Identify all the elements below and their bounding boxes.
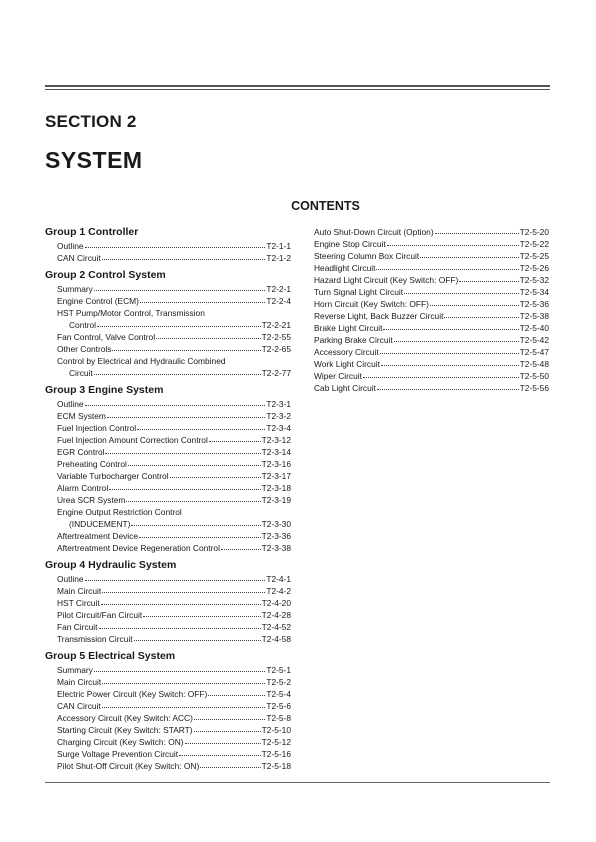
toc-entry[interactable] [45,398,291,410]
toc-page-number: T2-5-32 [519,275,549,285]
toc-page-number: T2-3-19 [261,495,291,505]
toc-entry-label: HST Circuit [57,598,100,608]
toc-entry[interactable] [45,760,291,772]
toc-entry-label: Horn Circuit (Key Switch: OFF) [314,299,429,309]
leader-dots [381,365,519,366]
toc-page-number: T2-1-1 [266,241,291,251]
toc-left-column [45,226,291,772]
toc-page-number: T2-5-4 [266,689,291,699]
toc-entry[interactable] [45,676,291,688]
leader-dots [430,305,519,306]
toc-page-number: T2-5-48 [519,359,549,369]
toc-entry-label: Surge Voltage Prevention Circuit [57,749,179,759]
toc-page-number: T2-5-6 [266,701,291,711]
leader-dots [179,755,261,756]
leader-dots [376,269,518,270]
leader-dots [85,405,266,406]
toc-group [45,226,291,264]
toc-entry[interactable] [45,573,291,585]
toc-entry[interactable] [45,410,291,422]
leader-dots [107,417,265,418]
toc-group-title[interactable]: Group 2 Control System [45,269,166,281]
toc-page-number: T2-5-36 [519,299,549,309]
toc-entry[interactable] [45,700,291,712]
leader-dots [94,671,265,672]
leader-dots [140,302,265,303]
toc-entry-label: Engine Output Restriction Control [57,507,182,517]
leader-dots [156,338,261,339]
leader-dots [435,233,519,234]
toc-entry[interactable] [45,621,291,633]
leader-dots [112,350,260,351]
leader-dots [102,592,265,593]
toc-entry[interactable] [314,358,549,370]
toc-page-number: T2-5-40 [519,323,549,333]
toc-entry-label: EGR Control [57,447,105,457]
toc-entry[interactable] [45,434,291,446]
toc-page-number: T2-5-10 [261,725,291,735]
toc-entry[interactable] [45,664,291,676]
toc-group-title[interactable]: Group 5 Electrical System [45,650,176,662]
toc-page-number: T2-4-58 [261,634,291,644]
leader-dots [126,501,260,502]
toc-entry-label: Urea SCR System [57,495,126,505]
toc-entry-label: CAN Circuit [57,253,101,263]
toc-entry-label: Steering Column Box Circuit [314,251,420,261]
leader-dots [209,441,261,442]
toc-entry[interactable] [314,286,549,298]
toc-entry[interactable] [45,295,291,307]
toc-entry[interactable] [314,274,549,286]
toc-entry-label: Accessory Circuit [314,347,379,357]
toc-entry-label: Parking Brake Circuit [314,335,393,345]
leader-dots [185,743,261,744]
toc-page-number: T2-3-38 [261,543,291,553]
leader-dots [131,525,260,526]
toc-entry-label: Outline [57,241,84,251]
leader-dots [143,616,261,617]
toc-entry-label: HST Pump/Motor Control, Transmission [57,308,205,318]
toc-entry[interactable] [45,240,291,252]
toc-entry[interactable] [45,597,291,609]
toc-entry-label: Pilot Circuit/Fan Circuit [57,610,143,620]
toc-page-number: T2-5-22 [519,239,549,249]
toc-entry[interactable] [45,422,291,434]
toc-entry-label: Variable Turbocharger Control [57,471,169,481]
toc-entry-label: Fuel Injection Amount Correction Control [57,435,208,445]
toc-entry[interactable] [314,334,549,346]
toc-entry-label: Main Circuit [57,586,102,596]
leader-dots [404,293,519,294]
leader-dots [394,341,519,342]
leader-dots [101,604,261,605]
toc-page-number: T2-5-18 [261,761,291,771]
toc-entry[interactable] [45,609,291,621]
leader-dots [377,389,519,390]
toc-page-number: T2-3-2 [266,411,291,421]
toc-page-number: T2-5-50 [519,371,549,381]
leader-dots [134,640,261,641]
toc-page-number: T2-3-1 [266,399,291,409]
toc-page-number: T2-5-8 [266,713,291,723]
leader-dots [420,257,518,258]
toc-entry[interactable] [45,736,291,748]
toc-entry-label: Accessory Circuit (Key Switch: ACC) [57,713,193,723]
toc-page-number: T2-2-21 [261,320,291,330]
toc-entry-label: Work Light Circuit [314,359,380,369]
toc-entry[interactable] [314,370,549,382]
leader-dots [194,731,261,732]
toc-group-title[interactable]: Group 3 Engine System [45,384,164,396]
toc-group [45,650,291,772]
toc-entry-label: Fan Circuit [57,622,98,632]
toc-entry[interactable] [45,530,291,542]
leader-dots [97,326,261,327]
toc-page-number: T2-5-26 [519,263,549,273]
toc-entry-label: Other Controls [57,344,112,354]
toc-entry-label: Main Circuit [57,677,102,687]
toc-entry-label: Alarm Control [57,483,109,493]
toc-entry-label: Headlight Circuit [314,263,376,273]
toc-page-number: T2-3-16 [261,459,291,469]
toc-page-number: T2-5-16 [261,749,291,759]
toc-page-number: T2-5-56 [519,383,549,393]
toc-entry-label: Circuit [69,368,93,378]
toc-page-number: T2-2-77 [261,368,291,378]
section-label: SECTION 2 [45,112,137,131]
leader-dots [444,317,518,318]
toc-page-number: T2-3-17 [261,471,291,481]
leader-dots [102,707,266,708]
toc-page-number: T2-2-65 [261,344,291,354]
toc-entry[interactable] [45,283,291,295]
toc-entry-label: Summary [57,665,93,675]
toc-page-number: T2-5-42 [519,335,549,345]
toc-page-number: T2-5-1 [266,665,291,675]
toc-entry-label: Outline [57,574,84,584]
toc-page-number: T2-5-38 [519,311,549,321]
leader-dots [383,329,518,330]
toc-entry[interactable] [45,458,291,470]
toc-page-number: T2-3-36 [261,531,291,541]
leader-dots [387,245,519,246]
leader-dots [137,429,265,430]
toc-entry[interactable] [314,250,549,262]
leader-dots [102,259,266,260]
toc-page-number: T2-4-1 [266,574,291,584]
toc-page-number: T2-2-55 [261,332,291,342]
toc-entry[interactable] [314,298,549,310]
toc-entry[interactable] [45,331,291,343]
toc-entry[interactable] [314,322,549,334]
leader-dots [109,489,260,490]
toc-entry-label: Engine Control (ECM) [57,296,139,306]
toc-entry-label: Reverse Light, Back Buzzer Circuit [314,311,444,321]
toc-group [45,384,291,554]
toc-entry[interactable] [45,633,291,645]
leader-dots [208,695,265,696]
toc-page-number: T2-3-4 [266,423,291,433]
toc-group-title[interactable]: Group 1 Controller [45,226,139,238]
toc-entry-label: (INDUCEMENT) [69,519,131,529]
toc-entry-label: Cab Light Circuit [314,383,376,393]
toc-page-number: T2-5-20 [519,227,549,237]
toc-entry[interactable] [45,688,291,700]
toc-page-number: T2-3-30 [261,519,291,529]
toc-entry-label: Auto Shut-Down Circuit (Option) [314,227,434,237]
toc-group [45,559,291,645]
leader-dots [94,290,265,291]
toc-entry-label: Aftertreatment Device Regeneration Control [57,543,220,553]
toc-page-number: T2-2-4 [266,296,291,306]
leader-dots [105,453,260,454]
leader-dots [200,767,260,768]
toc-entry-label: Outline [57,399,84,409]
toc-entry-label: Control [69,320,96,330]
contents-heading: CONTENTS [291,199,360,213]
toc-entry-label: Hazard Light Circuit (Key Switch: OFF) [314,275,459,285]
toc-entry-label: Pilot Shut-Off Circuit (Key Switch: ON) [57,761,200,771]
leader-dots [380,353,519,354]
toc-page-number: T2-5-2 [266,677,291,687]
leader-dots [194,719,265,720]
toc-entry[interactable] [314,262,549,274]
toc-entry[interactable] [314,238,549,250]
leader-dots [221,549,261,550]
toc-entry[interactable] [45,367,291,379]
toc-entry[interactable] [45,748,291,760]
toc-page-number: T2-5-47 [519,347,549,357]
toc-entry[interactable] [45,724,291,736]
toc-page-number: T2-5-25 [519,251,549,261]
leader-dots [139,537,261,538]
toc-page-number: T2-4-52 [261,622,291,632]
toc-entry[interactable] [45,252,291,264]
leader-dots [99,628,261,629]
toc-entry-label: Preheating Control [57,459,127,469]
toc-page-number: T2-4-20 [261,598,291,608]
toc-entry[interactable] [45,542,291,554]
leader-dots [170,477,261,478]
leader-dots [459,281,518,282]
toc-entry[interactable] [45,712,291,724]
toc-entry-label: Charging Circuit (Key Switch: ON) [57,737,184,747]
leader-dots [85,247,266,248]
toc-page-number: T2-3-18 [261,483,291,493]
toc-group [45,269,291,379]
toc-entry-label: Fan Control, Valve Control [57,332,156,342]
leader-dots [363,377,519,378]
toc-entry[interactable] [45,319,291,331]
toc-page-number: T2-3-14 [261,447,291,457]
leader-dots [85,580,266,581]
toc-group-title[interactable]: Group 4 Hydraulic System [45,559,177,571]
toc-entry[interactable] [45,446,291,458]
toc-entry[interactable] [45,494,291,506]
toc-entry[interactable] [314,346,549,358]
section-title: SYSTEM [45,147,143,173]
toc-entry[interactable] [45,470,291,482]
toc-entry[interactable] [45,482,291,494]
bottom-rule [45,782,550,783]
toc-page-number: T2-5-12 [261,737,291,747]
toc-entry[interactable] [314,310,549,322]
leader-dots [128,465,261,466]
toc-entry-label: Transmission Circuit [57,634,133,644]
leader-dots [94,374,261,375]
toc-page-number: T2-3-12 [261,435,291,445]
toc-entry-label: ECM System [57,411,106,421]
toc-entry-label: Turn Signal Light Circuit [314,287,404,297]
toc-right-column [314,226,549,394]
toc-entry-label: Fuel Injection Control [57,423,137,433]
toc-entry-label: Starting Circuit (Key Switch: START) [57,725,193,735]
top-double-rule [45,85,550,90]
toc-page-number: T2-5-34 [519,287,549,297]
toc-entry-label: Engine Stop Circuit [314,239,386,249]
toc-entry[interactable] [45,585,291,597]
toc-page-number: T2-2-1 [266,284,291,294]
toc-entry[interactable] [45,518,291,530]
toc-entry-label: Summary [57,284,93,294]
toc-page-number: T2-4-2 [266,586,291,596]
leader-dots [102,683,265,684]
toc-entry[interactable] [314,226,549,238]
toc-page-number: T2-4-28 [261,610,291,620]
toc-entry-label: Electric Power Circuit (Key Switch: OFF) [57,689,208,699]
toc-entry[interactable] [314,382,549,394]
toc-entry[interactable] [45,343,291,355]
toc-entry-label: Brake Light Circuit [314,323,383,333]
toc-entry-label: CAN Circuit [57,701,101,711]
toc-entry-label: Wiper Circuit [314,371,362,381]
toc-entry-label: Aftertreatment Device [57,531,138,541]
toc-page-number: T2-1-2 [266,253,291,263]
toc-entry-label: Control by Electrical and Hydraulic Combined [57,356,226,366]
